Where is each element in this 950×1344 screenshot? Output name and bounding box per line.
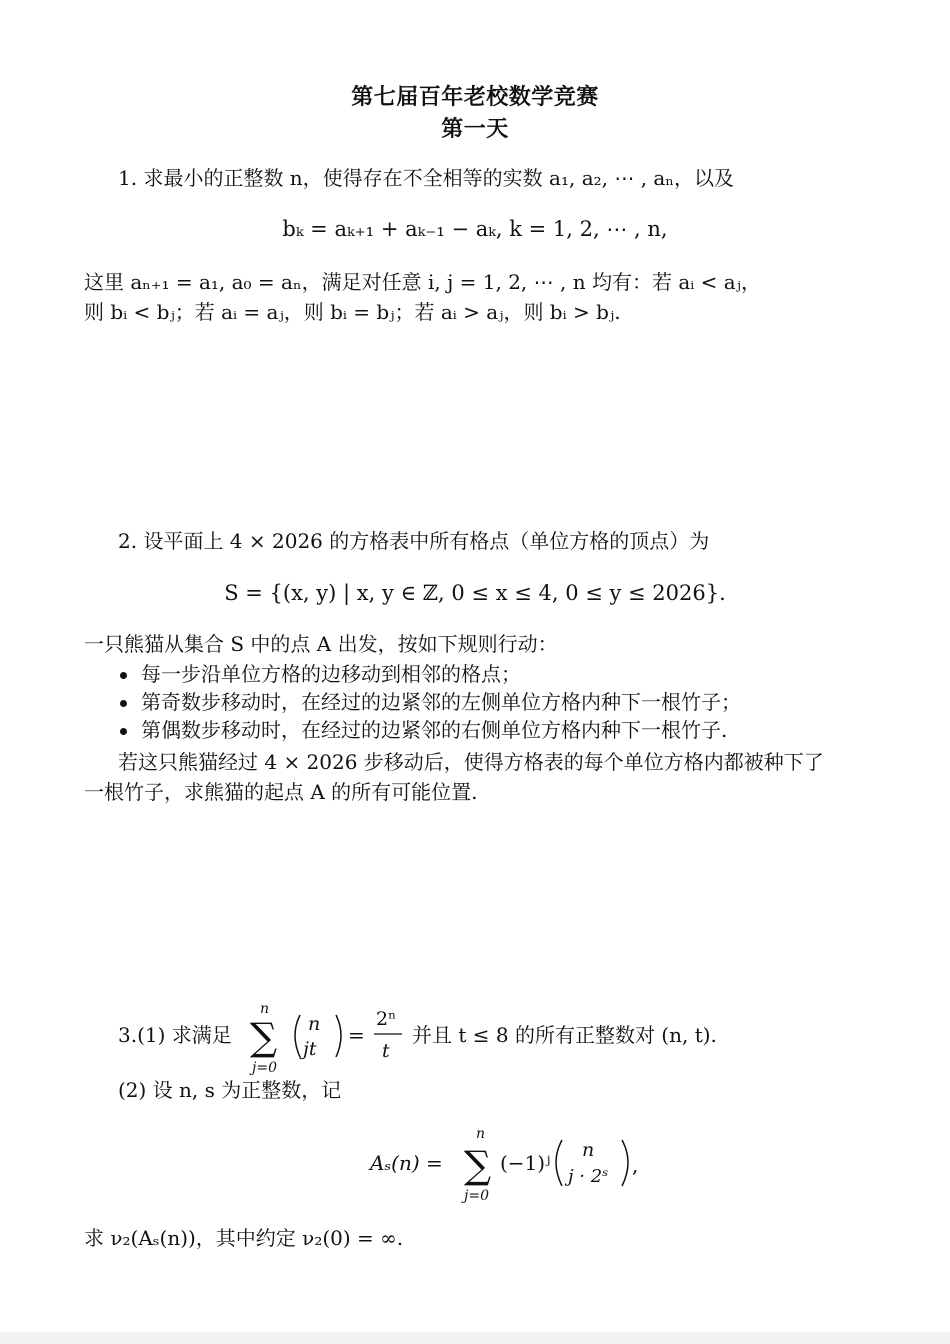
bullet-icon [120,700,127,707]
exam-day: 第一天 [441,116,509,142]
binom-bottom: jt [303,1038,317,1060]
bullet-icon [120,728,127,735]
formula-sum-lower: j=0 [464,1188,489,1204]
binom-top: n [308,1013,321,1035]
problem1-statement: 1. 求最小的正整数 n，使得存在不全相等的实数 a₁, a₂, ⋯ , aₙ，以及 [118,166,734,190]
problem2-rule-1 [120,664,521,684]
problem2-rule-2 [120,692,741,712]
binom-left-paren [556,1140,562,1186]
problem1-condition-line2: 则 bᵢ < bⱼ；若 aᵢ = aⱼ，则 bᵢ = bⱼ；若 aᵢ > aⱼ，则 bᵢ > bⱼ. [84,300,621,324]
formula-sum-upper: n [476,1126,486,1142]
formula-tail: , [632,1153,639,1177]
problem3-part1-suffix: 并且 t ≤ 8 的所有正整数对 (n, t). [412,1023,717,1047]
sum-upper-limit: n [260,1001,270,1017]
sum-sign-icon: ∑ [250,1015,278,1059]
bullet-icon [120,672,127,679]
problem2-question-line2: 一根竹子，求熊猫的起点 A 的所有可能位置. [84,780,478,804]
page-bottom-edge [0,1332,950,1344]
problem3-final-question: 求 ν₂(Aₛ(n))，其中约定 ν₂(0) = ∞. [84,1226,404,1250]
problem1-formula: bₖ = aₖ₊₁ + aₖ₋₁ − aₖ, k = 1, 2, ⋯ , n, [282,217,668,241]
formula-sign-term: (−1)ʲ [500,1151,551,1175]
equals-sign: = [348,1023,365,1047]
binom-left-paren [295,1015,300,1057]
problem3-formula [360,1120,680,1205]
formula-lhs: Aₛ(n) = [370,1151,443,1175]
problem2-intro: 一只熊猫从集合 S 中的点 A 出发，按如下规则行动： [84,632,558,656]
sum-sign-icon: ∑ [464,1143,492,1187]
fraction-numerator: 2ⁿ [376,1008,397,1030]
problem2-set-formula: S = {(x, y) | x, y ∈ ℤ, 0 ≤ x ≤ 4, 0 ≤ y ≤ 2026}. [224,581,726,605]
problem3-part1 [110,995,810,1080]
problem1-condition-line1: 这里 aₙ₊₁ = a₁, a₀ = aₙ，满足对任意 i, j = 1, 2, ⋯ , n 均有：若 aᵢ < aⱼ， [84,270,761,294]
problem3-part1-prefix: 3.(1) 求满足 [118,1023,232,1047]
problem2-statement: 2. 设平面上 4 × 2026 的方格表中所有格点（单位方格的顶点）为 [118,529,710,553]
problem3-part2: (2) 设 n, s 为正整数，记 [118,1078,342,1102]
binom-right-paren [336,1015,341,1057]
rule-text: 第奇数步移动时，在经过的边紧邻的左侧单位方格内种下一根竹子； [141,690,741,714]
fraction-denominator: t [382,1040,390,1062]
sum-lower-limit: j=0 [252,1060,277,1076]
formula-binom-bottom: j · 2ˢ [568,1166,609,1187]
formula-binom-top: n [582,1139,595,1161]
rule-text: 每一步沿单位方格的边移动到相邻的格点； [141,662,521,686]
rule-text: 第偶数步移动时，在经过的边紧邻的右侧单位方格内种下一根竹子. [141,718,728,742]
binom-right-paren [622,1140,628,1186]
problem2-question-line1: 若这只熊猫经过 4 × 2026 步移动后，使得方格表的每个单位方格内都被种下了 [118,750,824,774]
problem2-rule-3 [120,720,727,740]
exam-title: 第七届百年老校数学竞赛 [351,84,599,110]
